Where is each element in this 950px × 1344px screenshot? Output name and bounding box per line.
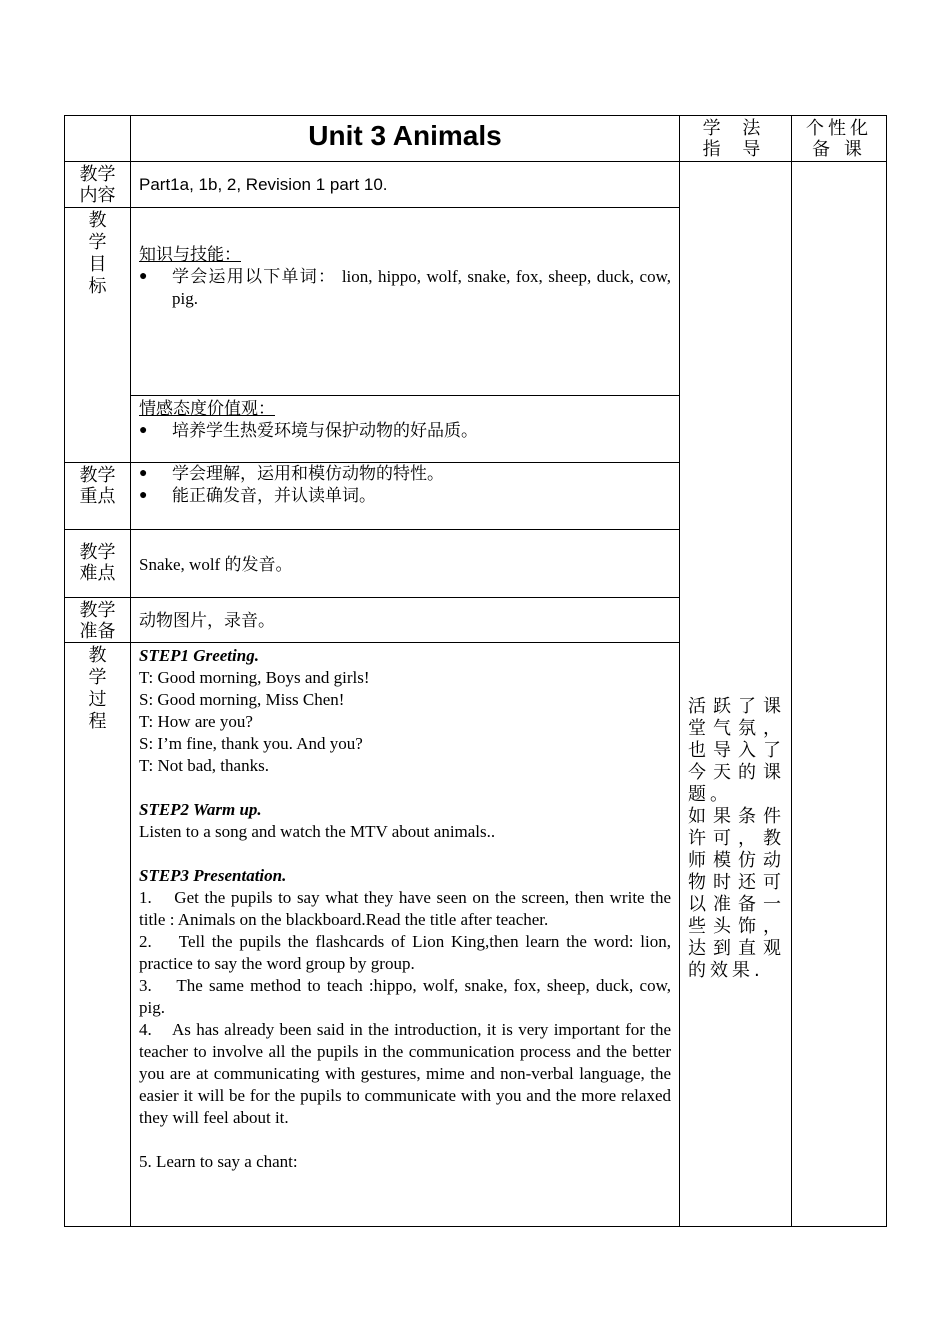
header-corner-cell bbox=[65, 116, 131, 162]
step2-title: STEP2 Warm up. bbox=[139, 800, 262, 819]
objectives-label: 教学目标 bbox=[88, 210, 107, 297]
process-label: 教学过程 bbox=[88, 645, 107, 732]
lesson-plan-sheet bbox=[64, 115, 886, 1227]
bullet-icon: ● bbox=[139, 488, 148, 503]
content-label: 教学内容 bbox=[65, 162, 131, 208]
preparation-text: 动物图片，录音。 bbox=[139, 611, 275, 631]
key-points-cell bbox=[131, 463, 680, 530]
bullet-icon: ● bbox=[139, 423, 148, 438]
preparation-label: 教学准备 bbox=[65, 598, 131, 643]
difficulties-text-en: Snake, wolf bbox=[139, 554, 225, 574]
lesson-plan-table bbox=[64, 115, 887, 1227]
presentation-item: 4. As has already been said in the introduction, it is very important for the teacher to involve all the pupils in the communication process and the better you are at communicating with gestures, mime and non-verbal language, the easier it will be for the pupils to communicate with you and the more relaxed they will feel about it. bbox=[139, 1020, 676, 1127]
content-row bbox=[65, 162, 887, 208]
presentation-item: 1. Get the pupils to say what they have seen on the screen, then write the title : Animals on the blackboard.Read the title after teacher. bbox=[139, 888, 676, 929]
header-row bbox=[65, 116, 887, 162]
dialogue-line: T: Not bad, thanks. bbox=[139, 756, 269, 775]
preparation-cell bbox=[131, 598, 680, 643]
emotion-cell bbox=[131, 396, 680, 463]
content-text: Part1a, 1b, 2, Revision 1 part 10. bbox=[139, 175, 388, 194]
title-cell bbox=[131, 116, 680, 162]
personal-column bbox=[792, 162, 887, 1227]
difficulties-cell bbox=[131, 530, 680, 598]
difficulties-text-cn: 的发音。 bbox=[224, 554, 293, 575]
guide-note-2: 如果条件许可，教师模仿动物时还可以准备一些头饰，达到直观的效果. bbox=[688, 806, 785, 981]
bullet-icon: ● bbox=[139, 466, 148, 481]
knowledge-bullet-prefix: 学会运用以下单词： bbox=[172, 267, 337, 287]
page-title: Unit 3 Animals bbox=[308, 120, 502, 151]
process-cell bbox=[131, 643, 680, 1227]
guide-column bbox=[680, 162, 792, 1227]
personal-header: 个性化 备 课 bbox=[792, 116, 887, 162]
difficulties-label: 教学难点 bbox=[65, 530, 131, 598]
bullet-icon: ● bbox=[139, 269, 148, 284]
emotion-bullet bbox=[139, 420, 671, 442]
guide-header: 学 法 指 导 bbox=[680, 116, 792, 162]
emotion-bullet-text: 培养学生热爱环境与保护动物的好品质。 bbox=[172, 421, 478, 441]
presentation-item: 3. The same method to teach :hippo, wolf, snake, fox, sheep, duck, cow, pig. bbox=[139, 976, 676, 1017]
guide-note-1: 活跃了课堂气氛，也导入了今天的课题。 bbox=[688, 696, 785, 805]
objectives-label-cell bbox=[65, 208, 131, 463]
emotion-heading: 情感态度价值观： bbox=[139, 399, 275, 419]
dialogue-line: S: I’m fine, thank you. And you? bbox=[139, 734, 363, 753]
key-point-item: ● 学会理解，运用和模仿动物的特性。 bbox=[139, 464, 444, 484]
dialogue-line: T: Good morning, Boys and girls! bbox=[139, 668, 370, 687]
key-points-label: 教学重点 bbox=[65, 463, 131, 530]
presentation-item: 2. Tell the pupils the flashcards of Lion King,then learn the word: lion, practice to say the word group by group. bbox=[139, 932, 676, 973]
process-label-cell bbox=[65, 643, 131, 1227]
knowledge-bullet-words: lion, hippo, wolf, snake, fox, sheep, duck, cow, pig. bbox=[172, 267, 672, 308]
step1-title: STEP1 Greeting. bbox=[139, 646, 259, 665]
knowledge-bullet bbox=[139, 266, 671, 310]
content-cell bbox=[131, 162, 680, 208]
presentation-item-5: 5. Learn to say a chant: bbox=[139, 1152, 298, 1171]
dialogue-line: T: How are you? bbox=[139, 712, 253, 731]
step2-text: Listen to a song and watch the MTV about animals.. bbox=[139, 822, 496, 841]
step3-title: STEP3 Presentation. bbox=[139, 866, 287, 885]
knowledge-cell bbox=[131, 208, 680, 396]
key-point-item: ● 能正确发音，并认读单词。 bbox=[139, 486, 376, 506]
dialogue-line: S: Good morning, Miss Chen! bbox=[139, 690, 345, 709]
knowledge-heading: 知识与技能： bbox=[139, 245, 241, 265]
